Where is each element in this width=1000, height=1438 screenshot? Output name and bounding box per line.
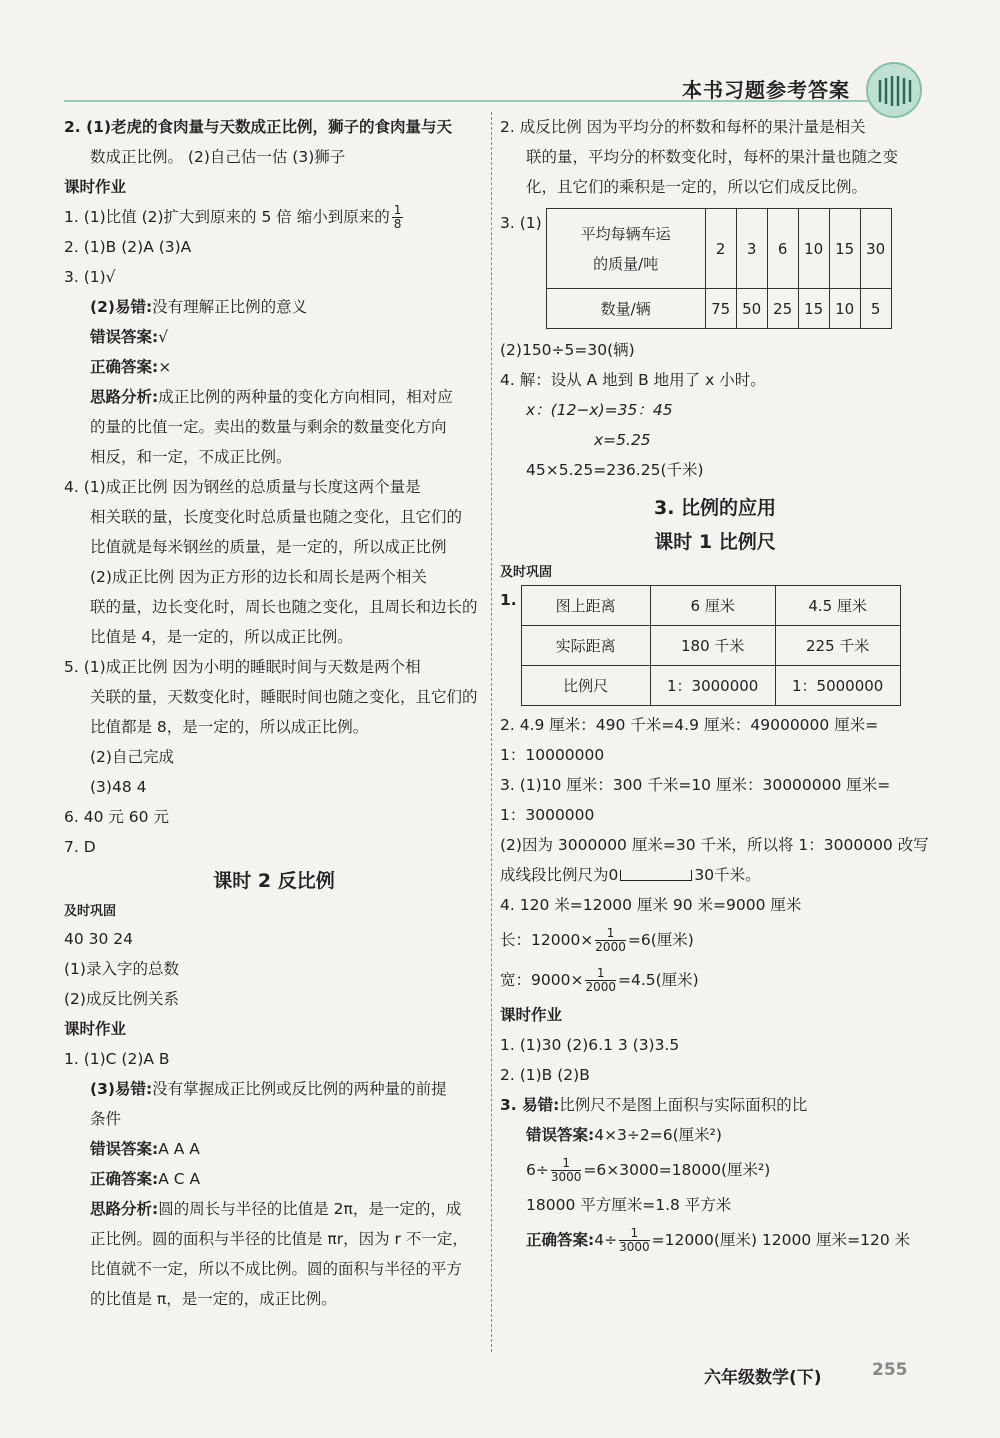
answer-block	[500, 585, 930, 706]
answer-line: 比值就是每米钢丝的质量，是一定的，所以成正比例	[90, 538, 447, 556]
table-header-cell: 比例尺	[521, 666, 650, 706]
fraction: $\frac{1}{3000}$	[619, 1226, 650, 1254]
answer-label: 3. (1)	[500, 214, 542, 232]
answer-line: 1. (1)30 (2)6.1 3 (3)3.5	[500, 1036, 680, 1054]
table-cell: 1：5000000	[775, 666, 900, 706]
answer-line: 正确答案:A C A	[90, 1170, 201, 1188]
answer-line: 18000 平方厘米=1.8 平方米	[526, 1196, 732, 1214]
answer-line: 2. (1)B (2)A (3)A	[64, 238, 192, 256]
answer-line: 思路分析:圆的周长与半径的比值是 2π，是一定的，成	[90, 1200, 462, 1218]
answer-line: 比值是 4，是一定的，所以成正比例。	[90, 628, 353, 646]
answer-line: x：(12−x)=35：45	[526, 401, 673, 419]
footer-book-title: 六年级数学(下)	[704, 1368, 822, 1388]
table-cell: 3	[736, 209, 767, 289]
fraction: $\frac{1}{2000}$	[585, 966, 616, 994]
section-label: 及时巩固	[64, 904, 117, 919]
answer-line: (3)48 4	[90, 778, 147, 796]
page-header-title: 本书习题参考答案	[682, 78, 850, 102]
table-cell: 6 厘米	[650, 586, 775, 626]
answer-line: 联的量，边长变化时，周长也随之变化，且周长和边长的	[90, 598, 478, 616]
answer-line: 条件	[90, 1110, 122, 1128]
answer-line: 错误答案:√	[90, 328, 169, 346]
answer-line: 长：12000× $\frac{1}{2000}$ =6(厘米)	[500, 926, 694, 954]
table-cell: 50	[736, 289, 767, 329]
answer-line: 4. 120 米=12000 厘米 90 米=9000 厘米	[500, 896, 802, 914]
table-header-cell: 图上距离	[521, 586, 650, 626]
lesson-heading: 课时 2 反比例	[213, 870, 335, 892]
answer-line: 错误答案:4×3÷2=6(厘米²)	[526, 1126, 722, 1144]
answer-line: 6÷ $\frac{1}{3000}$ =6×3000=18000(厘米²)	[526, 1156, 771, 1184]
answer-line: (3)易错:没有掌握成正比例或反比例的两种量的前提	[90, 1080, 447, 1098]
table-cell: 225 千米	[775, 626, 900, 666]
table-cell: 10	[829, 289, 860, 329]
column-divider	[491, 112, 492, 1352]
answer-line: 6. 40 元 60 元	[64, 808, 169, 826]
answer-line: 45×5.25=236.25(千米)	[526, 461, 704, 479]
answer-line: 2. (1)B (2)B	[500, 1066, 590, 1084]
fraction: $\frac{1}{2000}$	[595, 926, 626, 954]
table-cell: 1：3000000	[650, 666, 775, 706]
answer-line: 正确答案:4÷ $\frac{1}{3000}$ =12000(厘米) 12000 厘米=120 米	[526, 1226, 911, 1254]
answer-line: 3. (1)√	[64, 268, 116, 286]
answer-line: 数成正比例。 (2)自己估一估 (3)狮子	[90, 148, 346, 166]
chapter-heading: 3. 比例的应用	[653, 497, 777, 519]
answer-line: 联的量，平均分的杯数变化时，每杯的果汁量也随之变	[526, 148, 899, 166]
section-label: 课时作业	[64, 1020, 127, 1038]
table-header-cell: 实际距离	[521, 626, 650, 666]
lesson-heading: 课时 1 比例尺	[654, 531, 776, 553]
answer-line: 1. (1)C (2)A B	[64, 1050, 170, 1068]
right-column	[500, 112, 930, 1260]
table-cell: 4.5 厘米	[775, 586, 900, 626]
table-cell: 180 千米	[650, 626, 775, 666]
answer-line: (2)成正比例 因为正方形的边长和周长是两个相关	[90, 568, 427, 586]
answer-line: (2)自己完成	[90, 748, 174, 766]
answer-line: 成线段比例尺为0 30千米。	[500, 866, 761, 884]
answer-line: 2. 成反比例 因为平均分的杯数和每杯的果汁量是相关	[500, 118, 866, 136]
answer-line: 思路分析:成正比例的两种量的变化方向相同，相对应	[90, 388, 453, 406]
answer-line: 正比例。圆的面积与半径的比值是 πr，因为 r 不一定，	[90, 1230, 468, 1248]
answer-block	[500, 208, 930, 329]
answer-line: (2)150÷5=30(辆)	[500, 341, 635, 359]
table-cell: 5	[860, 289, 891, 329]
table-cell: 15	[829, 209, 860, 289]
answer-line: 错误答案:A A A	[90, 1140, 200, 1158]
answer-line: 相关联的量，长度变化时总质量也随之变化，且它们的	[90, 508, 463, 526]
fraction: $\frac{1}{8}$	[393, 203, 402, 231]
answer-line: 3. (1)10 厘米：300 千米=10 厘米：30000000 厘米=	[500, 776, 891, 794]
book-icon	[866, 62, 922, 118]
answer-line: 40 30 24	[64, 930, 134, 948]
answer-line: 1：10000000	[500, 746, 605, 764]
page-number: 255	[872, 1360, 908, 1380]
answer-line: (1)录入字的总数	[64, 960, 179, 978]
table-cell: 75	[705, 289, 736, 329]
answer-label: 1.	[500, 591, 517, 609]
answer-line: (2)成反比例关系	[64, 990, 179, 1008]
table-header-cell: 数量/辆	[546, 289, 705, 329]
answer-line: x=5.25	[594, 431, 651, 449]
answer-line: 宽：9000× $\frac{1}{2000}$ =4.5(厘米)	[500, 966, 699, 994]
answer-line: 2. (1)老虎的食肉量与天数成正比例，狮子的食肉量与天	[64, 118, 453, 136]
table-cell: 10	[798, 209, 829, 289]
table-cell: 15	[798, 289, 829, 329]
answer-line: 4. (1)成正比例 因为钢丝的总质量与长度这两个量是	[64, 478, 421, 496]
answer-line: 比值都是 8，是一定的，所以成正比例。	[90, 718, 369, 736]
truck-table	[546, 208, 892, 329]
answer-line: (2)因为 3000000 厘米=30 千米，所以将 1：3000000 改写	[500, 836, 929, 854]
answer-line: 1：3000000	[500, 806, 595, 824]
table-cell: 6	[767, 209, 798, 289]
fraction: $\frac{1}{3000}$	[550, 1156, 582, 1184]
answer-line: 2. 4.9 厘米：490 千米=4.9 厘米：49000000 厘米=	[500, 716, 879, 734]
answer-line: 4. 解：设从 A 地到 B 地用了 x 小时。	[500, 371, 766, 389]
table-cell: 2	[705, 209, 736, 289]
answer-line: (2)易错:没有理解正比例的意义	[90, 298, 308, 316]
table-cell: 25	[767, 289, 798, 329]
section-label: 课时作业	[64, 178, 127, 196]
scale-table	[521, 585, 901, 706]
answer-line: 的量的比值一定。卖出的数量与剩余的数量变化方向	[90, 418, 447, 436]
table-header-cell: 平均每辆车运 的质量/吨	[546, 209, 705, 289]
left-column	[64, 112, 484, 1314]
answer-line: 相反，和一定，不成正比例。	[90, 448, 292, 466]
line-segment-scale	[620, 870, 692, 881]
answer-line: 3. 易错:比例尺不是图上面积与实际面积的比	[500, 1096, 808, 1114]
answer-line: 7. D	[64, 838, 96, 856]
section-label: 及时巩固	[500, 565, 553, 580]
answer-line: 1. (1)比值 (2)扩大到原来的 5 倍 缩小到原来的 $\frac{1}{8}$	[64, 203, 402, 231]
answer-line: 5. (1)成正比例 因为小明的睡眠时间与天数是两个相	[64, 658, 421, 676]
answer-line: 正确答案:×	[90, 358, 172, 376]
answer-line: 化，且它们的乘积是一定的，所以它们成反比例。	[526, 178, 868, 196]
section-label: 课时作业	[500, 1006, 563, 1024]
table-cell: 30	[860, 209, 891, 289]
answer-line: 的比值是 π，是一定的，成正比例。	[90, 1290, 337, 1308]
answer-line: 关联的量，天数变化时，睡眠时间也随之变化，且它们的	[90, 688, 478, 706]
answer-line: 比值就不一定，所以不成比例。圆的面积与半径的平方	[90, 1260, 463, 1278]
